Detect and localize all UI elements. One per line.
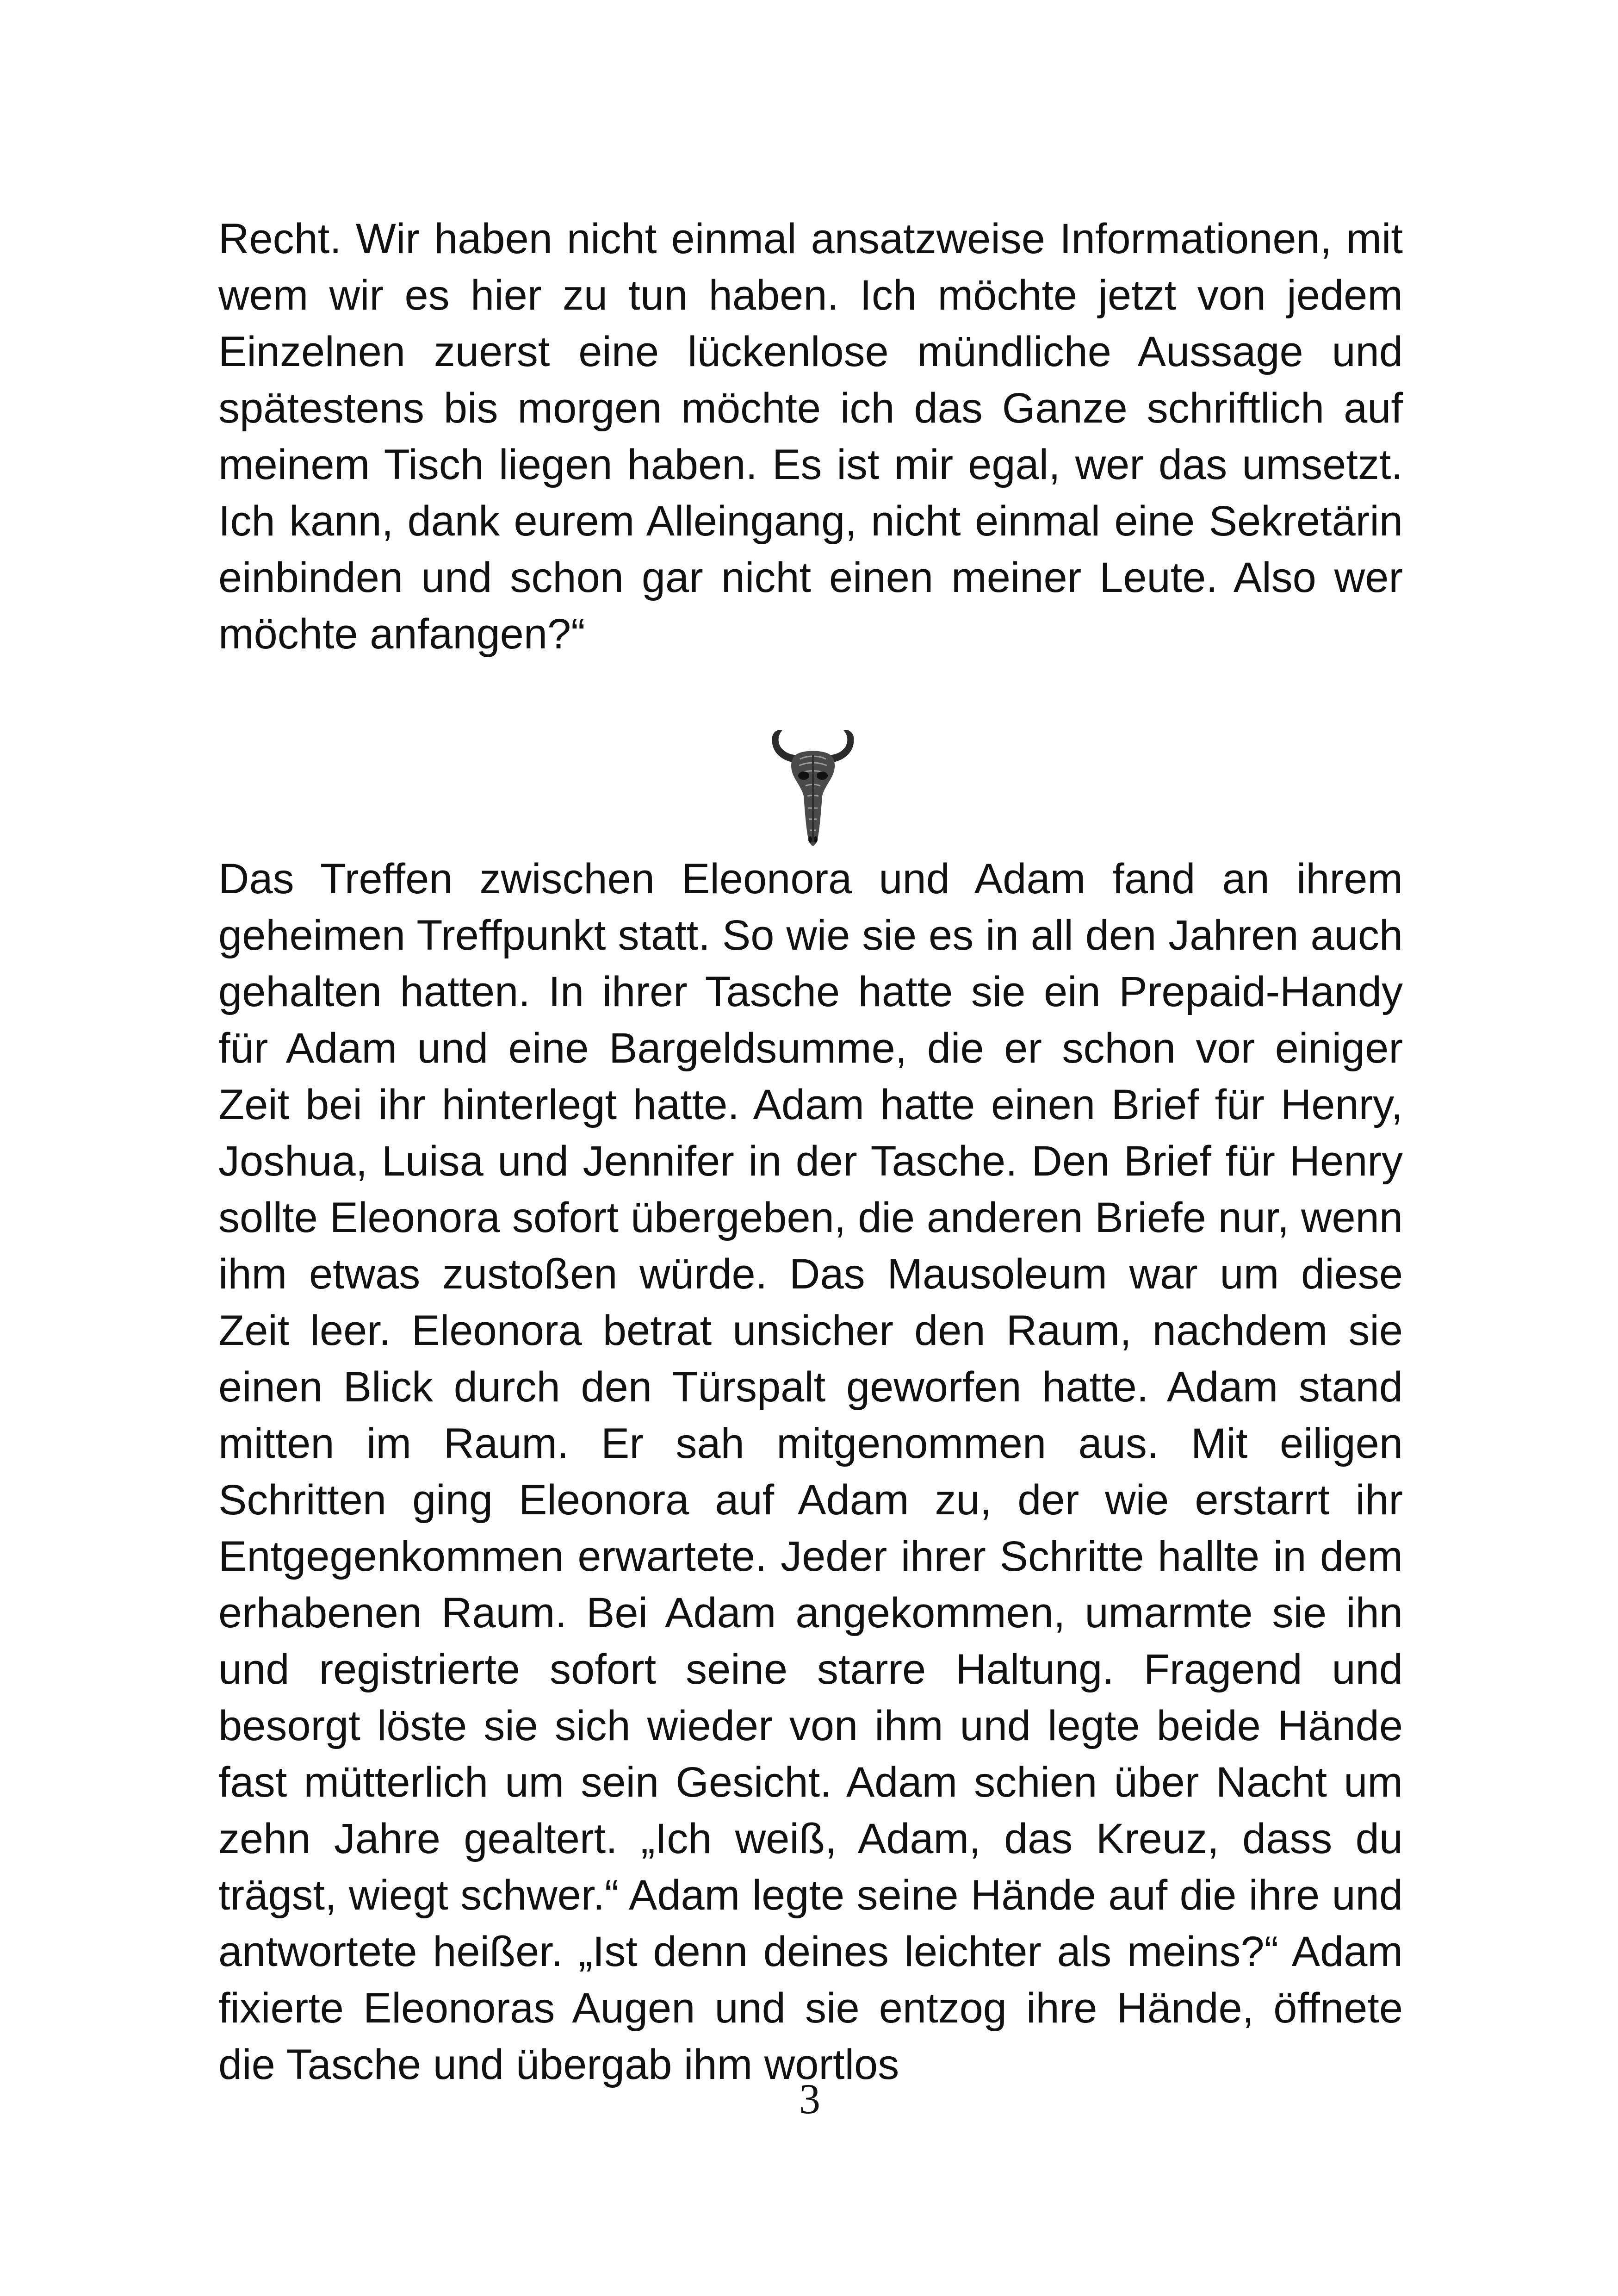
page-number: 3 <box>799 2075 820 2122</box>
bull-skull-icon <box>767 727 859 852</box>
paragraph-continued-dialogue: Recht. Wir haben nicht einmal ansatzweise Informationen, mit wem wir es hier zu tun haben. Ich möchte jetzt von jedem Einzelnen zuerst eine lückenlose mündliche Aussage und spätestens bis morgen möchte ich das Ganze schriftlich auf meinem Tisch liegen haben. Es ist mir egal, wer das umsetzt. Ich kann, dank eurem Alleingang, nicht einmal eine Sekretärin einbinden und schon gar nicht einen meiner Leute. Also wer möchte anfangen?“ <box>218 215 1403 658</box>
paragraph-meeting-scene: Das Treffen zwischen Eleonora und Adam fand an ihrem geheimen Treffpunkt statt. So wie sie es in all den Jahren auch gehalten hatten. In ihrer Tasche hatte sie ein Prepaid-Handy für Adam und eine Bargeldsumme, die er schon vor einiger Zeit bei ihr hinterlegt hatte. Adam hatte einen Brief für Henry, Joshua, Luisa und Jennifer in der Tasche. Den Brief für Henry sollte Eleonora sofort übergeben, die anderen Briefe nur, wenn ihm etwas zustoßen würde. Das Mausoleum war um diese Zeit leer. Eleonora betrat unsicher den Raum, nachdem sie einen Blick durch den Türspalt geworfen hatte. Adam stand mitten im Raum. Er sah mitgenommen aus. Mit eiligen Schritten ging Eleonora auf Adam zu, der wie erstarrt ihr Entgegenkommen erwartete. Jeder ihrer Schritte hallte in dem erhabenen Raum. Bei Adam angekommen, umarmte sie ihn und registrierte sofort seine starre Haltung. Fragend und besorgt löste sie sich wieder von ihm und legte beide Hände fast mütterlich um sein Gesicht. Adam schien über Nacht um zehn Jahre gealtert. „Ich weiß, Adam, das Kreuz, dass du trägst, wiegt schwer.“ Adam legte seine Hände auf die ihre und antwortete heißer. „Ist denn deines leichter als meins?“ Adam fixierte Eleonoras Augen und sie entzog ihre Hände, öffnete die Tasche und übergab ihm wortlos <box>218 855 1403 2088</box>
